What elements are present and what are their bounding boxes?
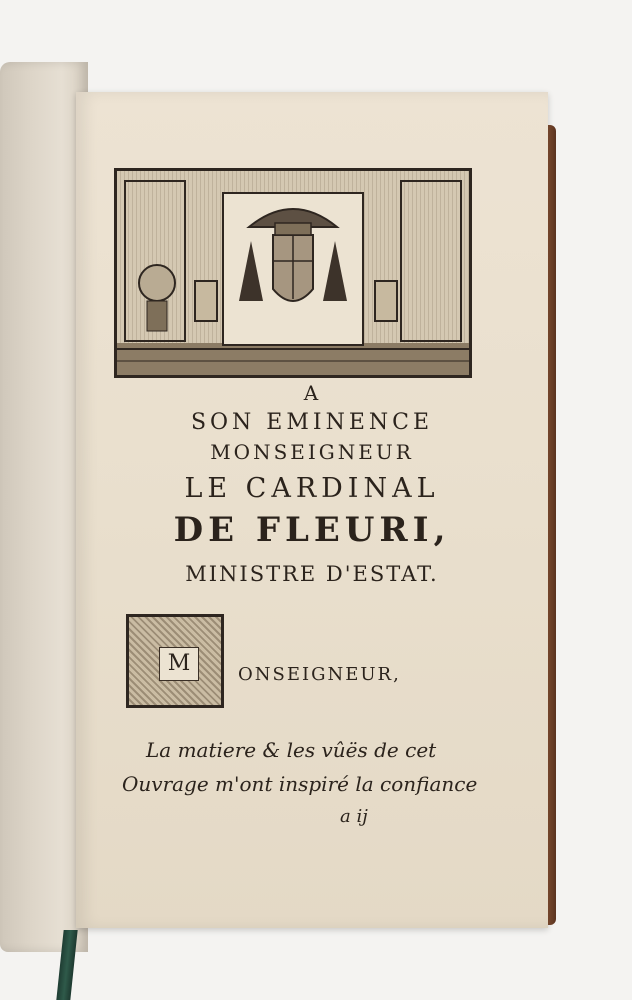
body-text-line-1: La matiere & les vûës de cet — [146, 738, 437, 762]
signature-mark: a ij — [340, 806, 368, 827]
coat-of-arms-woodcut — [114, 168, 472, 378]
left-page — [0, 62, 88, 952]
woodcut-illustration — [117, 171, 469, 375]
decorated-initial — [126, 614, 224, 708]
dedication-line-ministre: MINISTRE D'ESTAT. — [185, 562, 439, 586]
dedication-line-monseigneur: MONSEIGNEUR — [210, 440, 414, 464]
dedication-line-de-fleuri: DE FLEURI, — [173, 510, 451, 550]
initial-letter: M — [159, 647, 199, 681]
dedication-prefix: A — [303, 381, 321, 405]
dedication-line-le-cardinal: LE CARDINAL — [184, 473, 440, 504]
body-text-line-2: Ouvrage m'ont inspiré la confiance — [122, 772, 478, 796]
dedication-line-son-eminence: SON EMINENCE — [190, 410, 434, 435]
salutation-text: ONSEIGNEUR, — [238, 664, 401, 685]
